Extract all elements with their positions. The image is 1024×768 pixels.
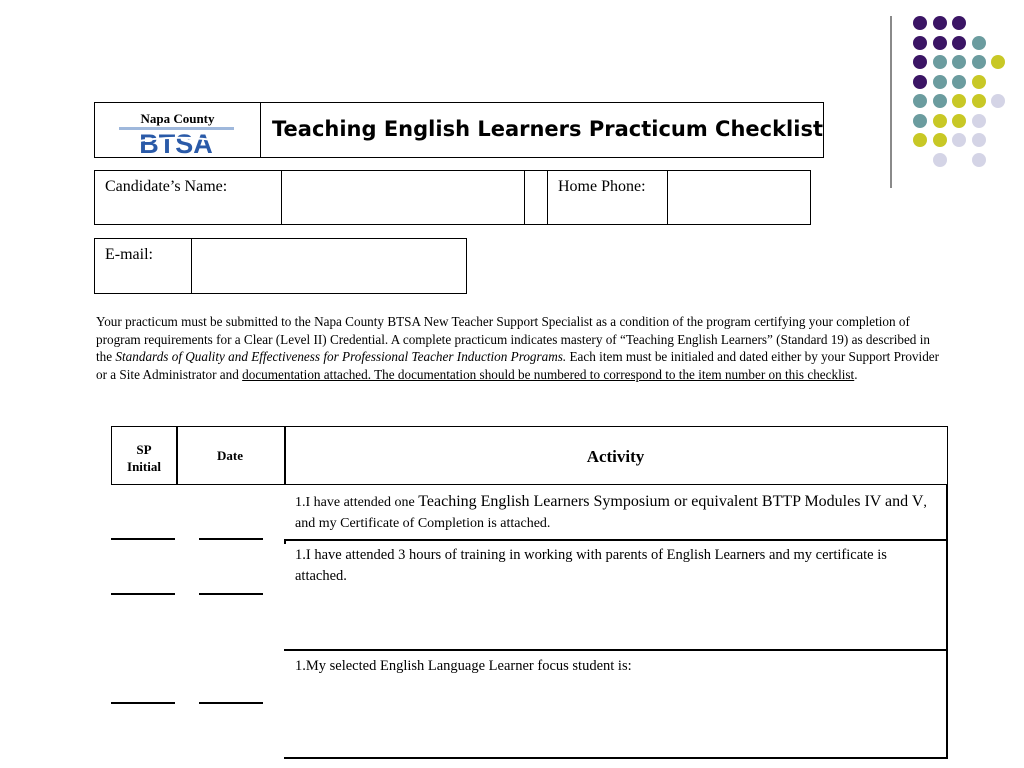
intro-text-2: Each item must be initialed and dated either by your Support Provider or a Site Administrator and [96,349,940,382]
decorative-dot [913,133,927,147]
intro-documentation-note: documentation attached. The documentation should be numbered to correspond to the item number on this checklist [242,366,855,382]
header-box [94,102,824,158]
decorative-dot [952,114,966,128]
decorative-dot [933,16,947,30]
intro-text-end: . [854,366,858,382]
initial-header-text: Initial [127,459,161,474]
activity-1-main: Teaching English Learners Symposium or equivalent BTTP Modules IV and V [418,493,924,510]
date-header: Date [217,448,243,463]
decorative-dot [972,94,986,108]
decorative-dot [972,153,986,167]
activity-item-3: 1.My selected English Language Learner focus student is: [295,658,632,674]
activity-item-1 [295,491,940,534]
decorative-dot [952,133,966,147]
sp-initial-line-3[interactable] [111,702,175,704]
intro-standards-title: Standards of Quality and Effectiveness for Professional Teacher Induction Programs. [115,349,567,364]
date-line-3[interactable] [199,702,263,704]
decorative-dot [933,36,947,50]
decorative-dot [913,16,927,30]
spacer-cell [524,170,548,225]
email-field[interactable] [191,238,467,294]
email-label-cell [94,238,192,294]
decorative-dot [952,36,966,50]
candidate-name-label: Candidate’s Name: [105,178,228,195]
decorative-dot [913,114,927,128]
checklist-table-header [111,426,948,485]
activity-header: Activity [586,447,645,466]
decorative-divider [890,16,892,188]
activity-1-prefix: 1.I have attended one [295,495,419,510]
decorative-dot [952,75,966,89]
logo [95,103,261,157]
btsa-logo-icon [119,125,234,155]
sp-header-text: SP [136,442,152,457]
decorative-dot [913,94,927,108]
date-line-2[interactable] [199,593,263,595]
sp-initial-header [112,441,176,475]
logo-county-text: Napa County [140,111,215,126]
decorative-dot [913,36,927,50]
activity-1-suffix: , and my Certificate of Completion is attached. [295,495,927,531]
decorative-dot [991,55,1005,69]
decorative-dot [952,16,966,30]
decorative-dot [972,114,986,128]
decorative-dot [952,94,966,108]
decorative-dot [913,75,927,89]
date-line-1[interactable] [199,538,263,540]
decorative-dot [933,75,947,89]
intro-text-1: Your practicum must be submitted to the Napa County BTSA New Teacher Support Specialist as a condition of the program certifying your completion of program requirements for a Clear (Level II) Credential. A complete practicum indicates mastery of “Teaching English Learners” (Standard 19) as described in the [96,314,930,364]
decorative-dot [933,114,947,128]
decorative-dot [972,75,986,89]
email-label: E-mail: [105,246,153,263]
sp-initial-line-2[interactable] [111,593,175,595]
activity-item-2: 1.I have attended 3 hours of training in working with parents of English Learners and my certificate is attached. [295,547,887,584]
decorative-dot [952,55,966,69]
page-title: Teaching English Learners Practicum Checklist [272,117,823,141]
decorative-dot [933,153,947,167]
decorative-dot [913,55,927,69]
decorative-dot [933,55,947,69]
decorative-dot [972,133,986,147]
home-phone-field[interactable] [667,170,811,225]
decorative-dot [991,94,1005,108]
decorative-dot [933,133,947,147]
logo-text: BTSA [139,129,213,155]
decorative-dot [933,94,947,108]
sp-initial-line-1[interactable] [111,538,175,540]
instructions-paragraph [96,313,946,383]
home-phone-label: Home Phone: [558,178,646,195]
candidate-name-field[interactable] [281,170,525,225]
candidate-name-label-cell [94,170,282,225]
decorative-dot [972,55,986,69]
decorative-dot [972,36,986,50]
home-phone-label-cell [547,170,668,225]
